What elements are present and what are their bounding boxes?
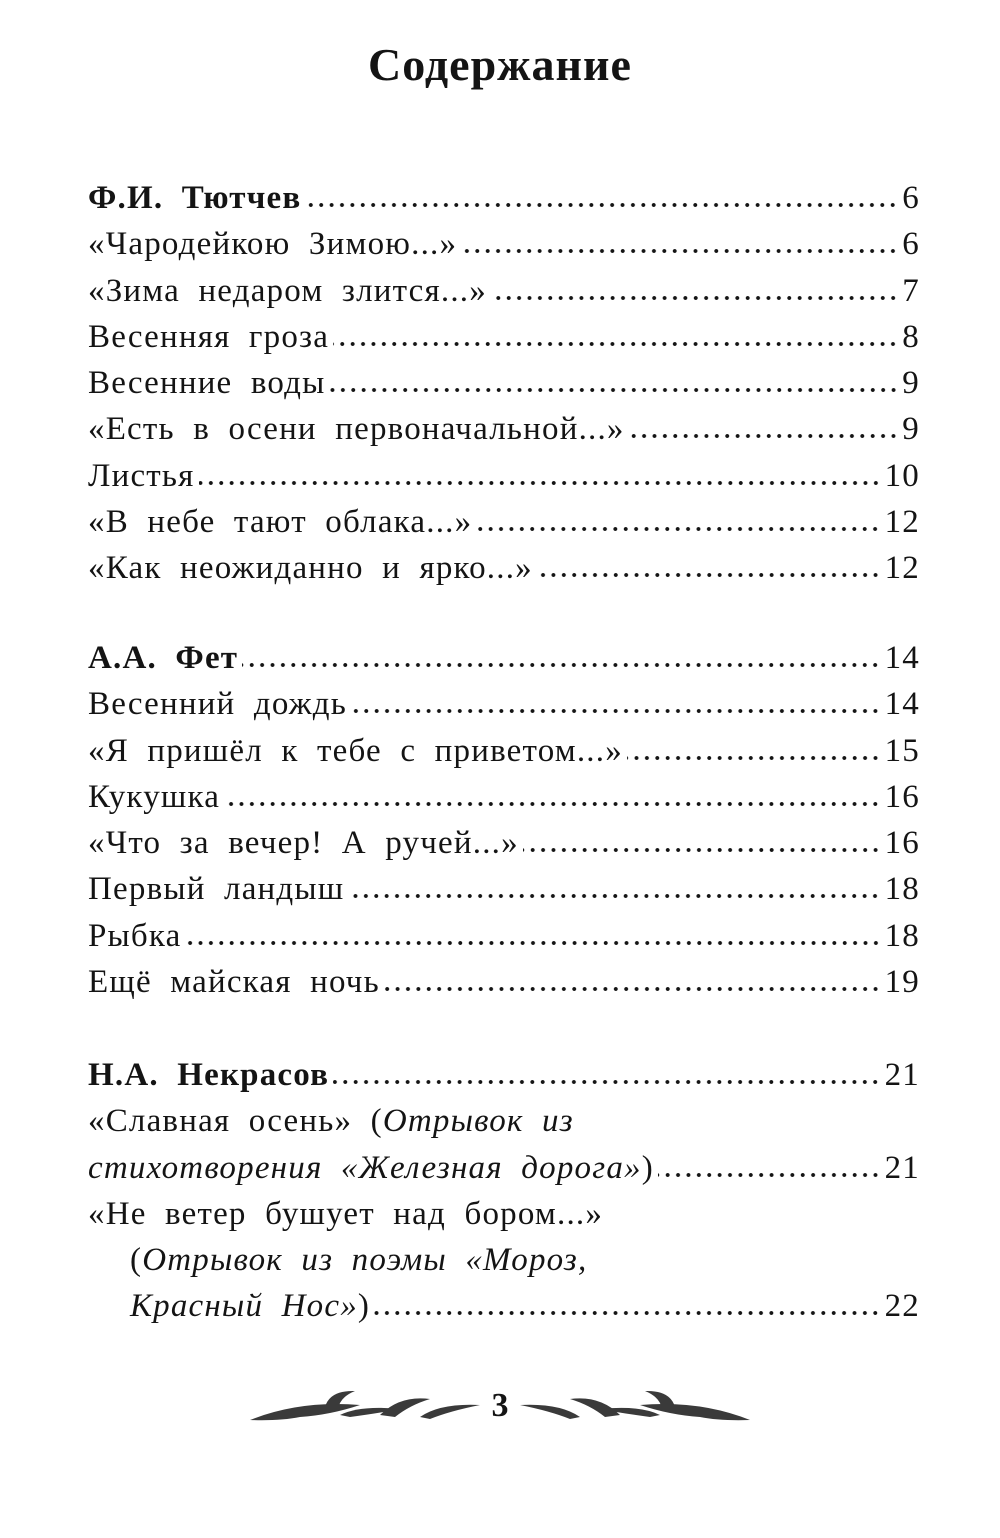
toc-entry[interactable] bbox=[88, 825, 920, 871]
entry-title-segment: Н.А. Некрасов bbox=[88, 1057, 330, 1093]
entry-title bbox=[88, 779, 220, 816]
dot-leader bbox=[333, 1079, 880, 1085]
dot-leader bbox=[491, 295, 898, 301]
dot-leader bbox=[627, 755, 881, 761]
toc-entry[interactable] bbox=[88, 504, 920, 550]
entry-page-number: 18 bbox=[884, 917, 920, 954]
entry-title bbox=[88, 180, 301, 217]
entry-page-number: 8 bbox=[902, 318, 920, 355]
entry-title-segment: Весенний дождь bbox=[88, 686, 347, 723]
toc-entry[interactable] bbox=[88, 226, 920, 272]
entry-title-segment: Ещё майская ночь bbox=[88, 964, 380, 1001]
entry-title-segment: ( bbox=[130, 1242, 143, 1279]
entry-title bbox=[88, 1103, 574, 1140]
entry-title-segment: Ф.И. Тютчев bbox=[88, 180, 302, 216]
entry-title-segment: Весенние воды bbox=[88, 365, 326, 402]
toc-entry[interactable] bbox=[88, 319, 920, 365]
entry-title-segment: «В небе тают облака...» bbox=[88, 504, 473, 541]
entry-title bbox=[88, 504, 472, 541]
dot-leader bbox=[537, 572, 881, 578]
entry-page-number: 10 bbox=[884, 457, 920, 494]
entry-page-number: 19 bbox=[884, 964, 920, 1001]
entry-title-segment: Кукушка bbox=[88, 778, 221, 815]
dot-leader bbox=[658, 1172, 881, 1178]
entry-page-number: 15 bbox=[884, 732, 920, 769]
toc-entry[interactable] bbox=[88, 779, 920, 825]
entry-title bbox=[88, 1196, 603, 1233]
dot-leader bbox=[523, 847, 881, 853]
entry-title bbox=[88, 411, 625, 448]
dot-leader bbox=[333, 341, 898, 347]
toc-section bbox=[88, 640, 920, 1010]
entry-title bbox=[88, 1057, 329, 1094]
entry-page-number: 21 bbox=[884, 1057, 920, 1093]
entry-page-number: 7 bbox=[902, 272, 920, 309]
entry-title-segment: «Чародейкою Зимою...» bbox=[88, 226, 458, 263]
toc-entry[interactable] bbox=[88, 1103, 920, 1149]
toc-entry[interactable] bbox=[88, 640, 920, 686]
toc-entry[interactable] bbox=[88, 918, 920, 964]
dot-leader bbox=[461, 248, 898, 254]
entry-title-segment: «Зима недаром злится...» bbox=[88, 272, 487, 309]
entry-title-segment: Рыбка bbox=[88, 917, 182, 954]
entry-title-segment: стихотворения «Железная дорога» bbox=[88, 1149, 642, 1186]
entry-title-segment: Первый ландыш bbox=[88, 871, 345, 908]
entry-title bbox=[88, 550, 533, 587]
toc-entry[interactable] bbox=[88, 365, 920, 411]
dot-leader bbox=[384, 986, 881, 992]
toc-entry[interactable] bbox=[88, 686, 920, 732]
entry-title-segment: Листья bbox=[88, 457, 195, 494]
entry-title-segment: «Что за вечер! А ручей...» bbox=[88, 825, 519, 862]
toc-section bbox=[88, 1057, 920, 1335]
entry-title-segment: Красный Нос» bbox=[130, 1288, 358, 1325]
toc-entry[interactable] bbox=[88, 1057, 920, 1103]
entry-page-number: 21 bbox=[884, 1149, 920, 1186]
entry-title bbox=[88, 1150, 654, 1187]
entry-page-number: 6 bbox=[902, 180, 920, 216]
entry-title bbox=[88, 365, 326, 402]
toc-entry[interactable] bbox=[88, 273, 920, 319]
entry-page-number: 12 bbox=[884, 504, 920, 541]
entry-page-number: 16 bbox=[884, 825, 920, 862]
entry-title bbox=[88, 273, 487, 310]
entry-page-number: 22 bbox=[884, 1288, 920, 1325]
toc-entry[interactable] bbox=[88, 1242, 920, 1288]
entry-title bbox=[130, 1288, 370, 1325]
entry-page-number: 14 bbox=[884, 686, 920, 723]
entry-title-segment: ) bbox=[641, 1149, 654, 1186]
entry-title bbox=[88, 871, 344, 908]
entry-title-segment: «Славная осень» ( bbox=[88, 1103, 383, 1140]
entry-title bbox=[88, 686, 347, 723]
toc-entry[interactable] bbox=[88, 964, 920, 1010]
entry-title-segment: «Я пришёл к тебе с приветом...» bbox=[88, 732, 623, 769]
entry-title-segment: А.А. Фет bbox=[88, 640, 239, 676]
dot-leader bbox=[351, 708, 881, 714]
entry-title-segment: «Не ветер бушует над бором...» bbox=[88, 1195, 604, 1232]
dot-leader bbox=[374, 1310, 880, 1316]
page-number: 3 bbox=[491, 1387, 509, 1424]
entry-title bbox=[88, 226, 457, 263]
entry-title bbox=[88, 640, 238, 677]
entry-title-segment: Весенняя гроза bbox=[88, 318, 330, 355]
entry-title-segment: ) bbox=[357, 1288, 371, 1325]
entry-title-segment: Отрывок из bbox=[382, 1103, 574, 1140]
toc-entry[interactable] bbox=[88, 550, 920, 596]
toc-entry[interactable] bbox=[88, 458, 920, 504]
entry-page-number: 12 bbox=[884, 550, 920, 587]
dot-leader bbox=[305, 202, 898, 208]
entry-title bbox=[88, 733, 623, 770]
entry-title bbox=[88, 918, 182, 955]
toc-entry[interactable] bbox=[88, 1288, 920, 1334]
toc-section bbox=[88, 180, 920, 597]
toc-entry[interactable] bbox=[88, 180, 920, 226]
toc-entry[interactable] bbox=[88, 871, 920, 917]
dot-leader bbox=[224, 801, 881, 807]
toc-entry[interactable] bbox=[88, 1150, 920, 1196]
entry-title-segment: «Как неожиданно и ярко...» bbox=[88, 550, 533, 587]
dot-leader bbox=[330, 387, 899, 393]
dot-leader bbox=[348, 893, 880, 899]
toc-entry[interactable] bbox=[88, 1196, 920, 1242]
entry-title bbox=[88, 319, 329, 356]
dot-leader bbox=[199, 480, 881, 486]
entry-page-number: 14 bbox=[884, 640, 920, 676]
entry-page-number: 9 bbox=[902, 411, 920, 448]
dot-leader bbox=[476, 526, 880, 532]
dot-leader bbox=[242, 662, 880, 668]
entry-title bbox=[88, 964, 380, 1001]
entry-title bbox=[130, 1242, 587, 1279]
dot-leader bbox=[186, 940, 881, 946]
page-title: Содержание bbox=[368, 39, 632, 90]
entry-page-number: 16 bbox=[884, 778, 920, 815]
entry-page-number: 9 bbox=[902, 365, 920, 402]
dot-leader bbox=[629, 433, 899, 439]
entry-title bbox=[88, 458, 195, 495]
entry-title-segment: «Есть в осени первоначальной...» bbox=[88, 411, 625, 448]
toc-entry[interactable] bbox=[88, 411, 920, 457]
entry-title-segment: Отрывок из поэмы «Мороз, bbox=[142, 1242, 588, 1279]
entry-page-number: 6 bbox=[902, 226, 920, 263]
entry-page-number: 18 bbox=[884, 871, 920, 908]
toc-entry[interactable] bbox=[88, 733, 920, 779]
entry-title bbox=[88, 825, 519, 862]
